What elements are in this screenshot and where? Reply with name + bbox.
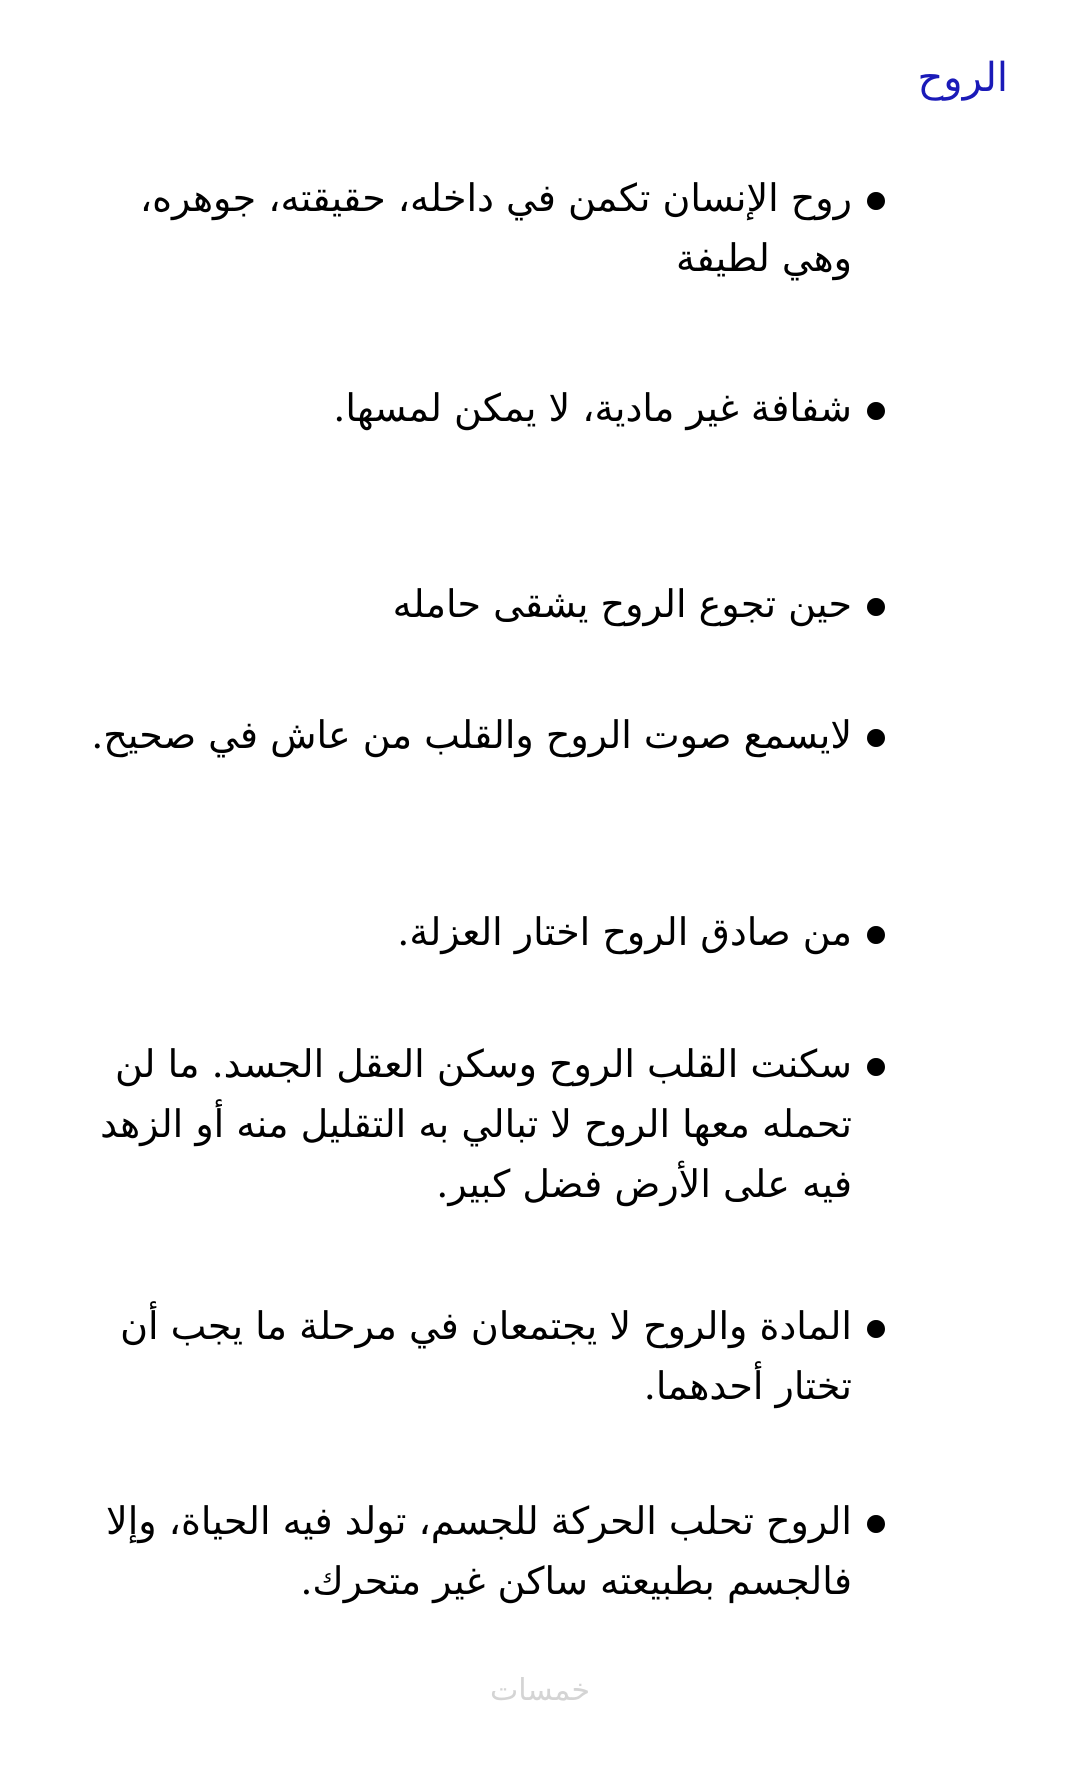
list-item-text: حين تجوع الروح يشقى حامله bbox=[392, 582, 852, 626]
bullet-icon bbox=[867, 1515, 885, 1533]
watermark-logo: خمسات bbox=[489, 1673, 591, 1708]
list-item-text: روح الإنسان تكمن في داخله، حقيقته، جوهره، وهي لطيفة bbox=[139, 176, 852, 280]
bullet-icon bbox=[867, 598, 885, 616]
list-item-text: لايسمع صوت الروح والقلب من عاش في صحيح. bbox=[91, 713, 852, 757]
bullet-icon bbox=[867, 1058, 885, 1076]
bullet-icon bbox=[867, 1320, 885, 1338]
list-item-text: الروح تحلب الحركة للجسم، تولد فيه الحياة، وإلا فالجسم بطبيعته ساكن غير متحرك. bbox=[106, 1499, 852, 1603]
bullet-icon bbox=[867, 729, 885, 747]
bullet-icon bbox=[867, 192, 885, 210]
document-title: الروح bbox=[917, 55, 1008, 101]
bullet-icon bbox=[867, 402, 885, 420]
list-item-text: شفافة غير مادية، لا يمكن لمسها. bbox=[333, 386, 852, 430]
list-item-text: سكنت القلب الروح وسكن العقل الجسد. ما لن تحمله معها الروح لا تبالي به التقليل منه أو الزهد فيه على الأرض فضل كبير. bbox=[100, 1042, 852, 1206]
list-item-text: المادة والروح لا يجتمعان في مرحلة ما يجب أن تختار أحدهما. bbox=[120, 1304, 852, 1408]
bullet-icon bbox=[867, 926, 885, 944]
list-item-text: من صادق الروح اختار العزلة. bbox=[397, 910, 852, 954]
